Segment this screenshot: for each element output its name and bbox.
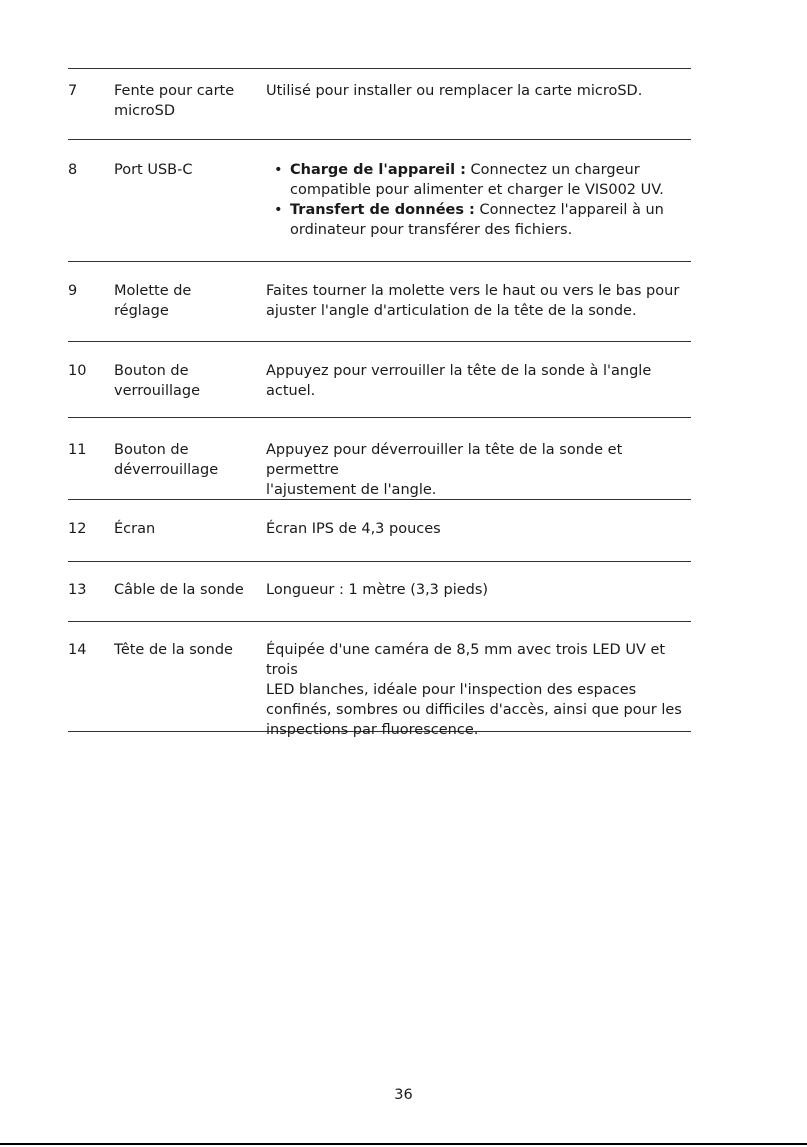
table-row (68, 262, 691, 341)
item-number: 12 (68, 521, 87, 537)
page-number: 36 (394, 1087, 413, 1103)
item-description: Équipée d'une caméra de 8,5 mm avec trois LED UV et trois LED blanches, idéale pour l'inspection des espaces confinés, sombres ou difficiles d'accès, ainsi que pour les inspections par fluorescence. (266, 642, 682, 738)
item-description: Appuyez pour déverrouiller la tête de la sonde et permettre l'ajustement de l'angle. (266, 442, 623, 498)
item-name: Bouton de déverrouillage (114, 442, 219, 478)
item-name: Tête de la sonde (114, 642, 233, 658)
list-item: • Transfert de données : Connectez l'appareil à un ordinateur pour transférer des fichiers. (266, 200, 694, 240)
item-number: 8 (68, 162, 78, 178)
item-name: Port USB-C (114, 162, 193, 178)
item-number: 9 (68, 283, 78, 299)
item-name: Fente pour carte microSD (114, 83, 235, 119)
item-number: 13 (68, 582, 87, 598)
feature-list (266, 160, 694, 240)
table-row (68, 69, 691, 139)
table-row (68, 562, 691, 621)
item-name: Molette de réglage (114, 283, 192, 319)
item-name: Bouton de verrouillage (114, 363, 201, 399)
item-description: Faites tourner la molette vers le haut ou vers le bas pour ajuster l'angle d'articulation de la tête de la sonde. (266, 283, 680, 319)
table-row (68, 342, 691, 417)
item-name: Écran (114, 521, 156, 537)
page-bottom-rule (0, 1143, 807, 1145)
spec-table (68, 68, 691, 738)
table-row (68, 418, 691, 499)
item-description: Utilisé pour installer ou remplacer la carte microSD. (266, 83, 643, 99)
table-row (68, 622, 691, 738)
item-number: 14 (68, 642, 87, 658)
table-row (68, 140, 691, 261)
list-item: • Charge de l'appareil : Connectez un chargeur compatible pour alimenter et charger le VIS002 UV. (266, 160, 694, 200)
item-number: 10 (68, 363, 87, 379)
item-description (266, 160, 694, 240)
table-row (68, 500, 691, 561)
item-number: 7 (68, 83, 78, 99)
item-description: Écran IPS de 4,3 pouces (266, 521, 441, 537)
item-description: Longueur : 1 mètre (3,3 pieds) (266, 582, 489, 598)
item-number: 11 (68, 442, 87, 458)
item-description: Appuyez pour verrouiller la tête de la sonde à l'angle actuel. (266, 363, 652, 399)
item-name: Câble de la sonde (114, 582, 244, 598)
